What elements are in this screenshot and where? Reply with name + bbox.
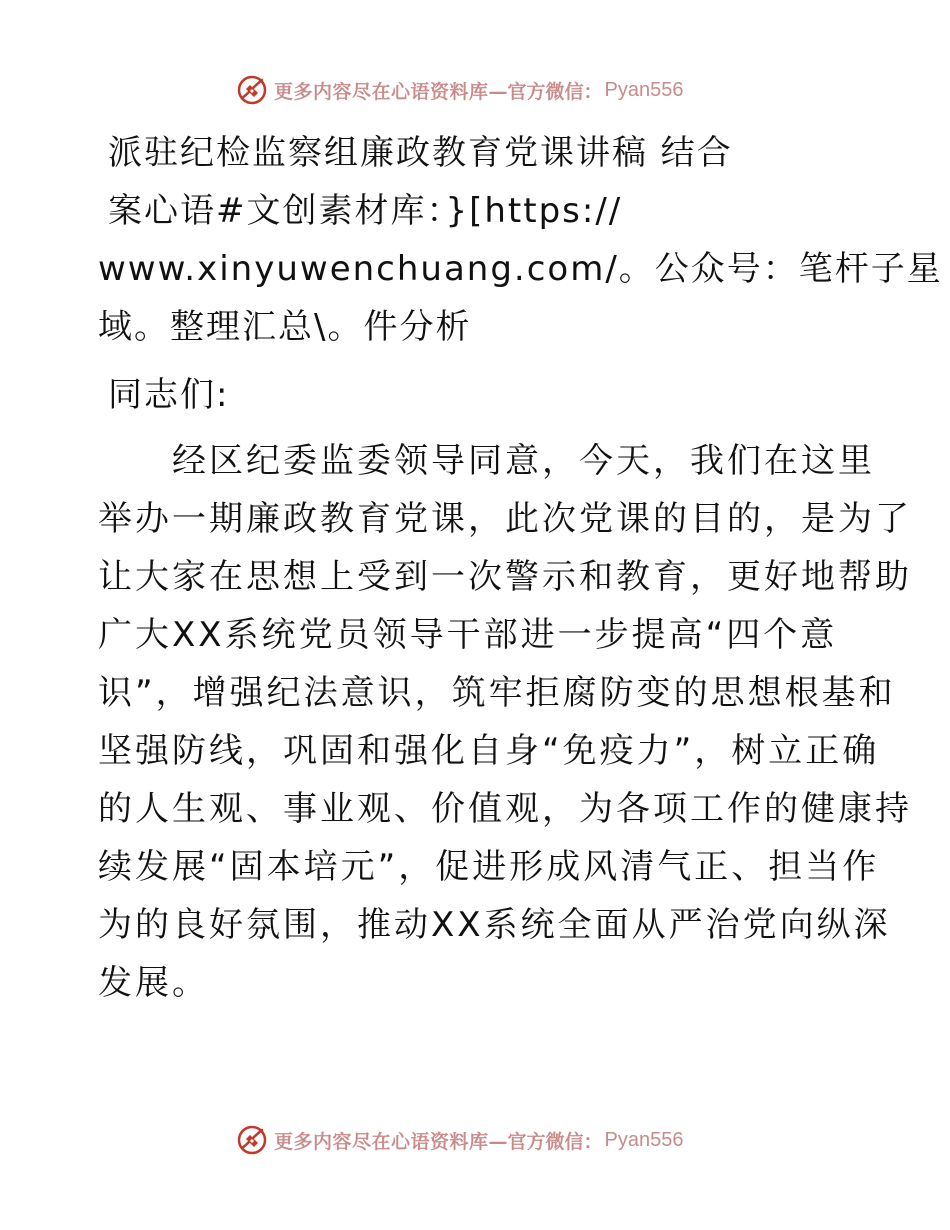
title-line-4: 域。整理汇总\。件分析: [98, 307, 472, 347]
paragraph-line: 举办一期廉政教育党课，此次党课的目的，是为了: [98, 499, 912, 539]
banner-wechat-handle: Pyan556: [604, 78, 684, 101]
title-line-1: 派驻纪检监察组廉政教育党课讲稿 结合: [108, 133, 733, 173]
paragraph-line: 经区纪委监委领导同意，今天，我们在这里: [98, 441, 875, 481]
body-paragraph: [98, 432, 912, 1012]
footer-banner[interactable]: [236, 1122, 684, 1158]
paragraph-line: 发展。: [98, 963, 209, 1003]
greeting: 同志们:: [108, 375, 230, 415]
banner-wechat-handle: Pyan556: [604, 1128, 684, 1151]
paragraph-line: 续发展“固本培元”，促进形成风清气正、担当作: [98, 847, 880, 887]
document-body: [98, 124, 943, 1012]
banner-slogan: 更多内容尽在心语资料库: [274, 80, 489, 103]
title-line-2: 案心语#文创素材库：}[https://: [108, 191, 623, 231]
pen-nib-logo-icon: [236, 1124, 268, 1156]
title-line-3: www.xinyuwenchuang.com/。公众号：笔杆子星: [98, 249, 943, 289]
paragraph-line: 的人生观、事业观、价值观，为各项工作的健康持: [98, 789, 912, 829]
banner-slogan: 更多内容尽在心语资料库: [274, 1130, 489, 1153]
header-banner[interactable]: [236, 72, 684, 108]
paragraph-line: 让大家在思想上受到一次警示和教育，更好地帮助: [98, 557, 912, 597]
paragraph-line: 为的良好氛围，推动XX系统全面从严治党向纵深: [98, 905, 891, 945]
paragraph-line: 广大XX系统党员领导干部进一步提高“四个意: [98, 615, 838, 655]
paragraph-line: 识”，增强纪法意识，筑牢拒腐防变的思想根基和: [98, 673, 896, 713]
banner-wechat-label: —官方微信：: [488, 80, 603, 103]
banner-wechat-label: —官方微信：: [488, 1130, 603, 1153]
paragraph-line: 坚强防线，巩固和强化自身“免疫力”，树立正确: [98, 731, 880, 771]
pen-nib-logo-icon: [236, 74, 268, 106]
